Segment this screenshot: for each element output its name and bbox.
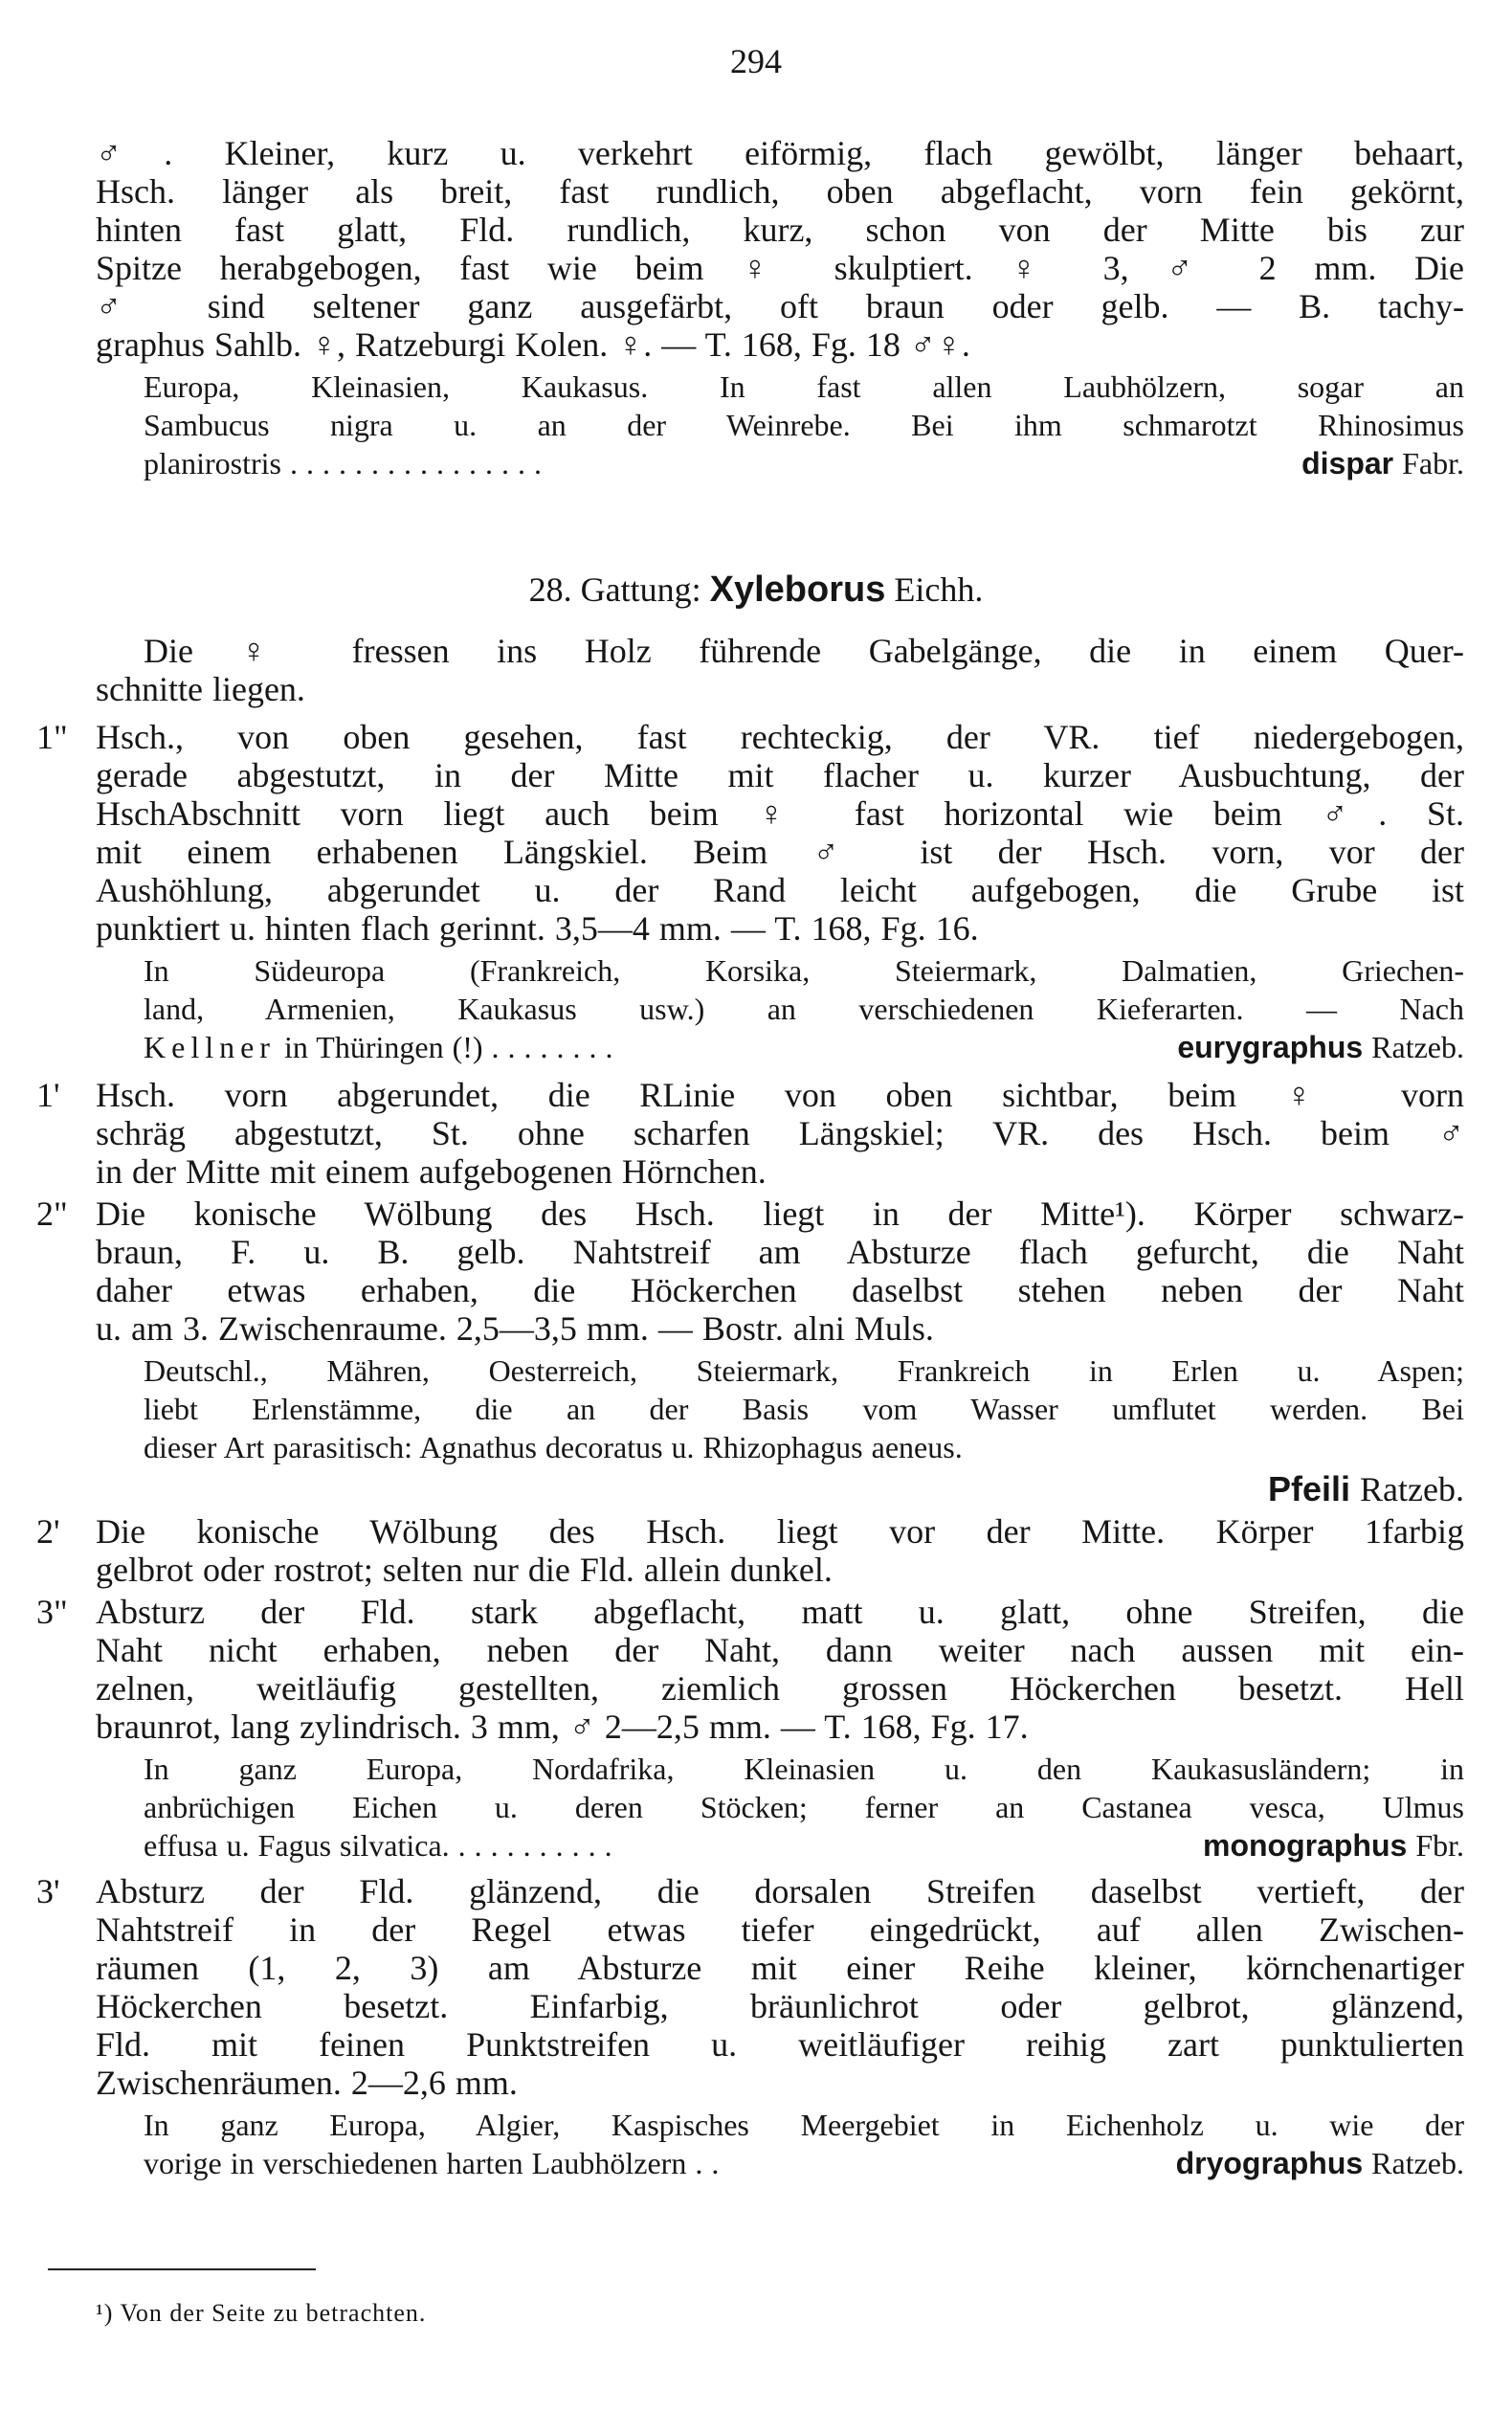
footnote: ¹) Von der Seite zu betrachten. [96, 2299, 427, 2327]
species-epithet: dryographus [1175, 2146, 1364, 2180]
couplet-line: Hsch., von oben gesehen, fast rechteckig, der VR. tief niedergebogen, [96, 718, 1464, 756]
couplet-number: 1' [36, 1076, 60, 1114]
species-epithet: dispar [1301, 446, 1394, 480]
genus-name: Xyleborus [709, 569, 886, 610]
species-name [1177, 1028, 1464, 1066]
note-text: in Thüringen (!) . . . . . . . . [275, 1030, 613, 1064]
distribution-note: In Südeuropa (Frankreich, Korsika, Steiermark, Dalmatien, Griechen- [144, 953, 1464, 988]
couplet-line: räumen (1, 2, 3) am Absturze mit einer Reihe kleiner, körnchenartiger [96, 1949, 1464, 1987]
distribution-note: Europa, Kleinasien, Kaukasus. In fast allen Laubhölzern, sogar an [144, 369, 1464, 404]
couplet-line: Hsch. vorn abgerundet, die RLinie von oben sichtbar, beim ♀ vorn [96, 1076, 1464, 1114]
couplet-line: braunrot, lang zylindrisch. 3 mm, ♂ 2—2,5 mm. — T. 168, Fg. 17. [96, 1708, 1029, 1746]
couplet-number: 2' [36, 1512, 60, 1551]
couplet-line: daher etwas erhaben, die Höckerchen daselbst stehen neben der Naht [96, 1271, 1464, 1309]
distribution-note: anbrüchigen Eichen u. deren Stöcken; ferner an Castanea vesca, Ulmus [144, 1790, 1464, 1824]
species-author: Fbr. [1415, 1828, 1464, 1863]
note-text: vorige in verschiedenen harten Laubhölzern . . [144, 2146, 720, 2180]
couplet-line: Die konische Wölbung des Hsch. liegt vor der Mitte. Körper 1farbig [96, 1512, 1464, 1551]
couplet-line: zelnen, weitläufig gestellten, ziemlich grossen Höckerchen besetzt. Hell [96, 1669, 1464, 1708]
species-epithet: monographus [1202, 1828, 1408, 1863]
collector-name: Kellner [144, 1030, 276, 1064]
couplet-line: u. am 3. Zwischenraume. 2,5—3,5 mm. — Bostr. alni Muls. [96, 1309, 934, 1348]
couplet-number: 3' [36, 1872, 60, 1910]
couplet-line: Nahtstreif in der Regel etwas tiefer eingedrückt, auf allen Zwischen- [96, 1910, 1464, 1949]
genus-intro-line: Die ♀ fressen ins Holz führende Gabelgänge, die in einem Quer- [144, 632, 1464, 670]
species-name [96, 1470, 1464, 1508]
species-line [144, 1028, 1464, 1066]
couplet-number: 1" [36, 718, 68, 756]
distribution-note: land, Armenien, Kaukasus usw.) an verschiedenen Kieferarten. — Nach [144, 992, 1464, 1026]
couplet-line: Höckerchen besetzt. Einfarbig, bräunlichrot oder gelbrot, glänzend, [96, 1987, 1464, 2025]
couplet-line: mit einem erhabenen Längskiel. Beim ♂ ist der Hsch. vorn, vor der [96, 833, 1464, 871]
intro-line: Spitze herabgebogen, fast wie beim ♀ skulptiert. ♀ 3, ♂ 2 mm. Die [96, 249, 1464, 287]
species-author: Ratzeb. [1371, 2146, 1464, 2180]
intro-line: hinten fast glatt, Fld. rundlich, kurz, schon von der Mitte bis zur [96, 211, 1464, 249]
intro-line: ♂ sind seltener ganz ausgefärbt, oft braun oder gelb. — B. tachy- [96, 287, 1464, 325]
species-epithet: Pfeili [1268, 1469, 1351, 1508]
species-line [144, 444, 1464, 482]
couplet-line: Die konische Wölbung des Hsch. liegt in der Mitte¹). Körper schwarz- [96, 1195, 1464, 1233]
genus-number: 28. Gattung: [528, 570, 701, 609]
species-line [144, 1826, 1464, 1865]
couplet-line: Absturz der Fld. glänzend, die dorsalen Streifen daselbst vertieft, der [96, 1872, 1464, 1910]
couplet-line: gerade abgestutzt, in der Mitte mit flacher u. kurzer Ausbuchtung, der [96, 756, 1464, 794]
distribution-note: liebt Erlenstämme, die an der Basis vom Wasser umflutet werden. Bei [144, 1392, 1464, 1426]
couplet-line: Aushöhlung, abgerundet u. der Rand leicht aufgebogen, die Grube ist [96, 871, 1464, 909]
intro-line: Hsch. länger als breit, fast rundlich, oben abgeflacht, vorn fein gekörnt, [96, 172, 1464, 211]
distribution-note: dieser Art parasitisch: Agnathus decoratus u. Rhizophagus aeneus. [144, 1430, 963, 1464]
distribution-note: In ganz Europa, Nordafrika, Kleinasien u. den Kaukasusländern; in [144, 1752, 1464, 1786]
distribution-note: Sambucus nigra u. an der Weinrebe. Bei ihm schmarotzt Rhinosimus [144, 408, 1464, 442]
species-epithet: eurygraphus [1177, 1030, 1364, 1064]
genus-author: Eichh. [894, 570, 984, 609]
couplet-line: in der Mitte mit einem aufgebogenen Hörnchen. [96, 1152, 767, 1191]
species-author: Ratzeb. [1371, 1030, 1464, 1064]
couplet-line: Naht nicht erhaben, neben der Naht, dann weiter nach aussen mit ein- [96, 1631, 1464, 1669]
species-line [144, 2144, 1464, 2182]
species-author: Ratzeb. [1360, 1470, 1464, 1508]
species-author: Fabr. [1402, 446, 1464, 480]
genus-intro-line: schnitte liegen. [96, 670, 305, 708]
distribution-note: Deutschl., Mähren, Oesterreich, Steiermark, Frankreich in Erlen u. Aspen; [144, 1353, 1464, 1388]
genus-heading [0, 570, 1512, 609]
note-text: planirostris . . . . . . . . . . . . . . . . [144, 446, 542, 480]
couplet-line: Zwischenräumen. 2—2,6 mm. [96, 2064, 518, 2102]
species-name [1176, 2144, 1464, 2182]
intro-line: ♂. Kleiner, kurz u. verkehrt eiförmig, flach gewölbt, länger behaart, [96, 134, 1464, 172]
couplet-number: 3" [36, 1593, 68, 1631]
distribution-note: In ganz Europa, Algier, Kaspisches Meergebiet in Eichenholz u. wie der [144, 2108, 1464, 2142]
species-name [1203, 1826, 1464, 1865]
couplet-line: braun, F. u. B. gelb. Nahtstreif am Absturze flach gefurcht, die Naht [96, 1233, 1464, 1271]
couplet-line: Fld. mit feinen Punktstreifen u. weitläufiger reihig zart punktulierten [96, 2025, 1464, 2064]
couplet-line: Absturz der Fld. stark abgeflacht, matt u. glatt, ohne Streifen, die [96, 1593, 1464, 1631]
couplet-line: gelbrot oder rostrot; selten nur die Fld. allein dunkel. [96, 1551, 833, 1589]
couplet-line: punktiert u. hinten flach gerinnt. 3,5—4 mm. — T. 168, Fg. 16. [96, 909, 979, 948]
footnote-rule [48, 2268, 316, 2270]
page-number: 294 [730, 42, 782, 80]
note-text: effusa u. Fagus silvatica. . . . . . . . . . . [144, 1828, 612, 1863]
couplet-number: 2" [36, 1195, 68, 1233]
couplet-line: HschAbschnitt vorn liegt auch beim ♀ fast horizontal wie beim ♂. St. [96, 794, 1464, 833]
couplet-line: schräg abgestutzt, St. ohne scharfen Längskiel; VR. des Hsch. beim ♂ [96, 1114, 1464, 1152]
intro-line: graphus Sahlb. ♀, Ratzeburgi Kolen. ♀. — T. 168, Fg. 18 ♂♀. [96, 325, 970, 364]
species-name [1301, 444, 1464, 482]
